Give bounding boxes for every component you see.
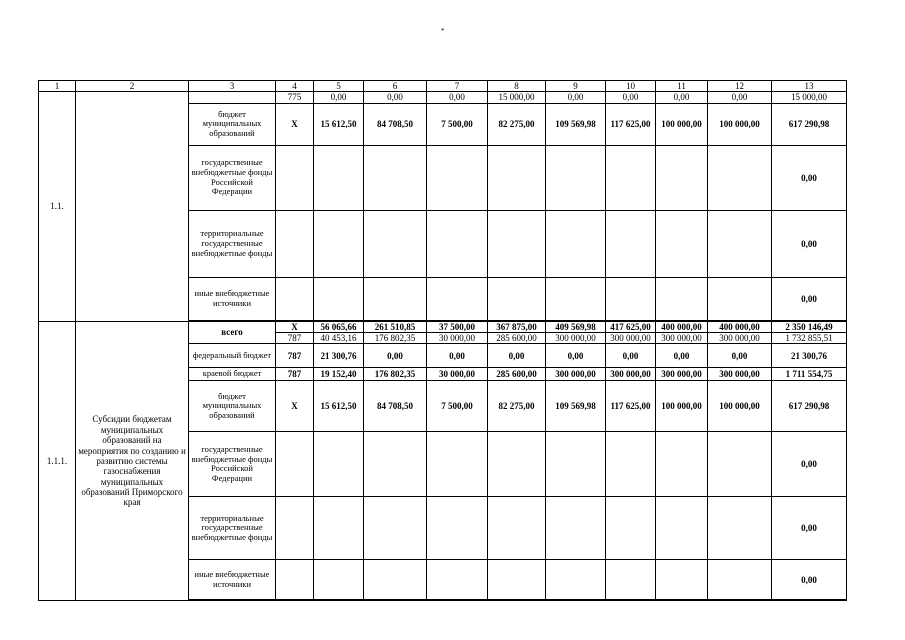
value-cell: 300 000,00 [546, 368, 606, 381]
value-cell: 300 000,00 [546, 333, 606, 344]
source-label: иные внебюджетные источники [189, 277, 276, 320]
header-row [39, 81, 847, 92]
value-cell: 109 569,98 [546, 103, 606, 145]
value-cell: 285 600,00 [488, 368, 546, 381]
row-number: 1.1. [39, 92, 76, 321]
source-cell [189, 92, 276, 103]
value-cell: 0,00 [427, 344, 488, 368]
value-cell: 30 000,00 [427, 368, 488, 381]
value-cell: 21 300,76 [772, 344, 847, 368]
value-cell: 21 300,76 [314, 344, 364, 368]
value-cell: 84 708,50 [364, 381, 427, 432]
value-cell: 0,00 [546, 344, 606, 368]
code-cell: 787 [276, 344, 314, 368]
value-cell: 0,00 [772, 497, 847, 560]
value-cell: 0,00 [488, 344, 546, 368]
row-number: 1.1.1. [39, 321, 76, 601]
header-cell: 11 [656, 81, 708, 92]
code-cell: 787 [276, 333, 314, 344]
value-cell: 15 000,00 [488, 92, 546, 103]
header-cell: 3 [189, 81, 276, 92]
value-cell: 0,00 [772, 560, 847, 600]
header-cell: 8 [488, 81, 546, 92]
header-cell: 9 [546, 81, 606, 92]
value-cell: 30 000,00 [427, 333, 488, 344]
header-cell: 12 [708, 81, 772, 92]
value-cell: 15 612,50 [314, 381, 364, 432]
value-cell: 1 711 554,75 [772, 368, 847, 381]
value-cell: 117 625,00 [606, 381, 656, 432]
value-cell: 300 000,00 [606, 333, 656, 344]
value-cell: 7 500,00 [427, 381, 488, 432]
value-cell: 15 000,00 [772, 92, 847, 103]
value-cell: 0,00 [708, 92, 772, 103]
value-cell: 0,00 [656, 344, 708, 368]
source-label: бюджет муниципальных образований [189, 103, 276, 145]
header-cell: 6 [364, 81, 427, 92]
source-label: иные внебюджетные источники [189, 560, 276, 600]
value-cell: 300 000,00 [656, 333, 708, 344]
header-cell: 4 [276, 81, 314, 92]
value-cell: 176 802,35 [364, 368, 427, 381]
value-cell: 0,00 [314, 92, 364, 103]
value-cell: 300 000,00 [606, 368, 656, 381]
header-cell: 10 [606, 81, 656, 92]
table-row [39, 92, 847, 103]
value-cell: 15 612,50 [314, 103, 364, 145]
value-cell: 100 000,00 [708, 103, 772, 145]
code-cell: Х [276, 103, 314, 145]
value-cell: 0,00 [708, 344, 772, 368]
value-cell: 0,00 [772, 277, 847, 320]
source-label: федеральный бюджет [189, 344, 276, 368]
code-cell: Х [276, 321, 314, 332]
value-cell: 0,00 [772, 210, 847, 277]
value-cell: 19 152,40 [314, 368, 364, 381]
header-cell: 7 [427, 81, 488, 92]
value-cell: 37 500,00 [427, 321, 488, 332]
source-label: государственные внебюджетные фонды Российской Федерации [189, 432, 276, 497]
description-cell: Субсидии бюджетам муниципальных образований на мероприятия по созданию и развитию системы газоснабжения муниципальных образований Приморского края [76, 321, 189, 601]
value-cell: 100 000,00 [656, 381, 708, 432]
header-cell: 13 [772, 81, 847, 92]
code-cell: 787 [276, 368, 314, 381]
source-label: бюджет муниципальных образований [189, 381, 276, 432]
code-cell: 775 [276, 92, 314, 103]
value-cell: 40 453,16 [314, 333, 364, 344]
value-cell: 56 065,66 [314, 321, 364, 332]
header-cell: 2 [76, 81, 189, 92]
budget-table [38, 80, 847, 601]
value-cell: 617 290,98 [772, 381, 847, 432]
value-cell: 0,00 [656, 92, 708, 103]
value-cell: 400 000,00 [656, 321, 708, 332]
source-label: краевой бюджет [189, 368, 276, 381]
value-cell: 0,00 [772, 145, 847, 210]
value-cell: 617 290,98 [772, 103, 847, 145]
value-cell: 7 500,00 [427, 103, 488, 145]
value-cell: 0,00 [364, 344, 427, 368]
total-label: всего [189, 321, 276, 344]
source-label: государственные внебюджетные фонды Российской Федерации [189, 145, 276, 210]
header-cell: 5 [314, 81, 364, 92]
description-cell [76, 92, 189, 321]
value-cell: 109 569,98 [546, 381, 606, 432]
value-cell: 0,00 [772, 432, 847, 497]
value-cell: 117 625,00 [606, 103, 656, 145]
value-cell: 0,00 [427, 92, 488, 103]
value-cell: 100 000,00 [656, 103, 708, 145]
source-label: территориальные государственные внебюджетные фонды [189, 497, 276, 560]
header-cell: 1 [39, 81, 76, 92]
value-cell: 300 000,00 [708, 333, 772, 344]
code-cell: Х [276, 381, 314, 432]
value-cell: 100 000,00 [708, 381, 772, 432]
value-cell: 0,00 [606, 92, 656, 103]
value-cell: 285 600,00 [488, 333, 546, 344]
value-cell: 400 000,00 [708, 321, 772, 332]
value-cell: 1 732 855,51 [772, 333, 847, 344]
value-cell: 82 275,00 [488, 381, 546, 432]
page-mark: * [441, 27, 445, 35]
value-cell: 84 708,50 [364, 103, 427, 145]
source-label: территориальные государственные внебюджетные фонды [189, 210, 276, 277]
value-cell: 2 350 146,49 [772, 321, 847, 332]
value-cell: 176 802,35 [364, 333, 427, 344]
value-cell: 300 000,00 [708, 368, 772, 381]
value-cell: 0,00 [606, 344, 656, 368]
value-cell: 409 569,98 [546, 321, 606, 332]
value-cell: 300 000,00 [656, 368, 708, 381]
value-cell: 261 510,85 [364, 321, 427, 332]
table-row [39, 321, 847, 332]
value-cell: 417 625,00 [606, 321, 656, 332]
value-cell: 82 275,00 [488, 103, 546, 145]
value-cell: 0,00 [546, 92, 606, 103]
value-cell: 367 875,00 [488, 321, 546, 332]
value-cell: 0,00 [364, 92, 427, 103]
